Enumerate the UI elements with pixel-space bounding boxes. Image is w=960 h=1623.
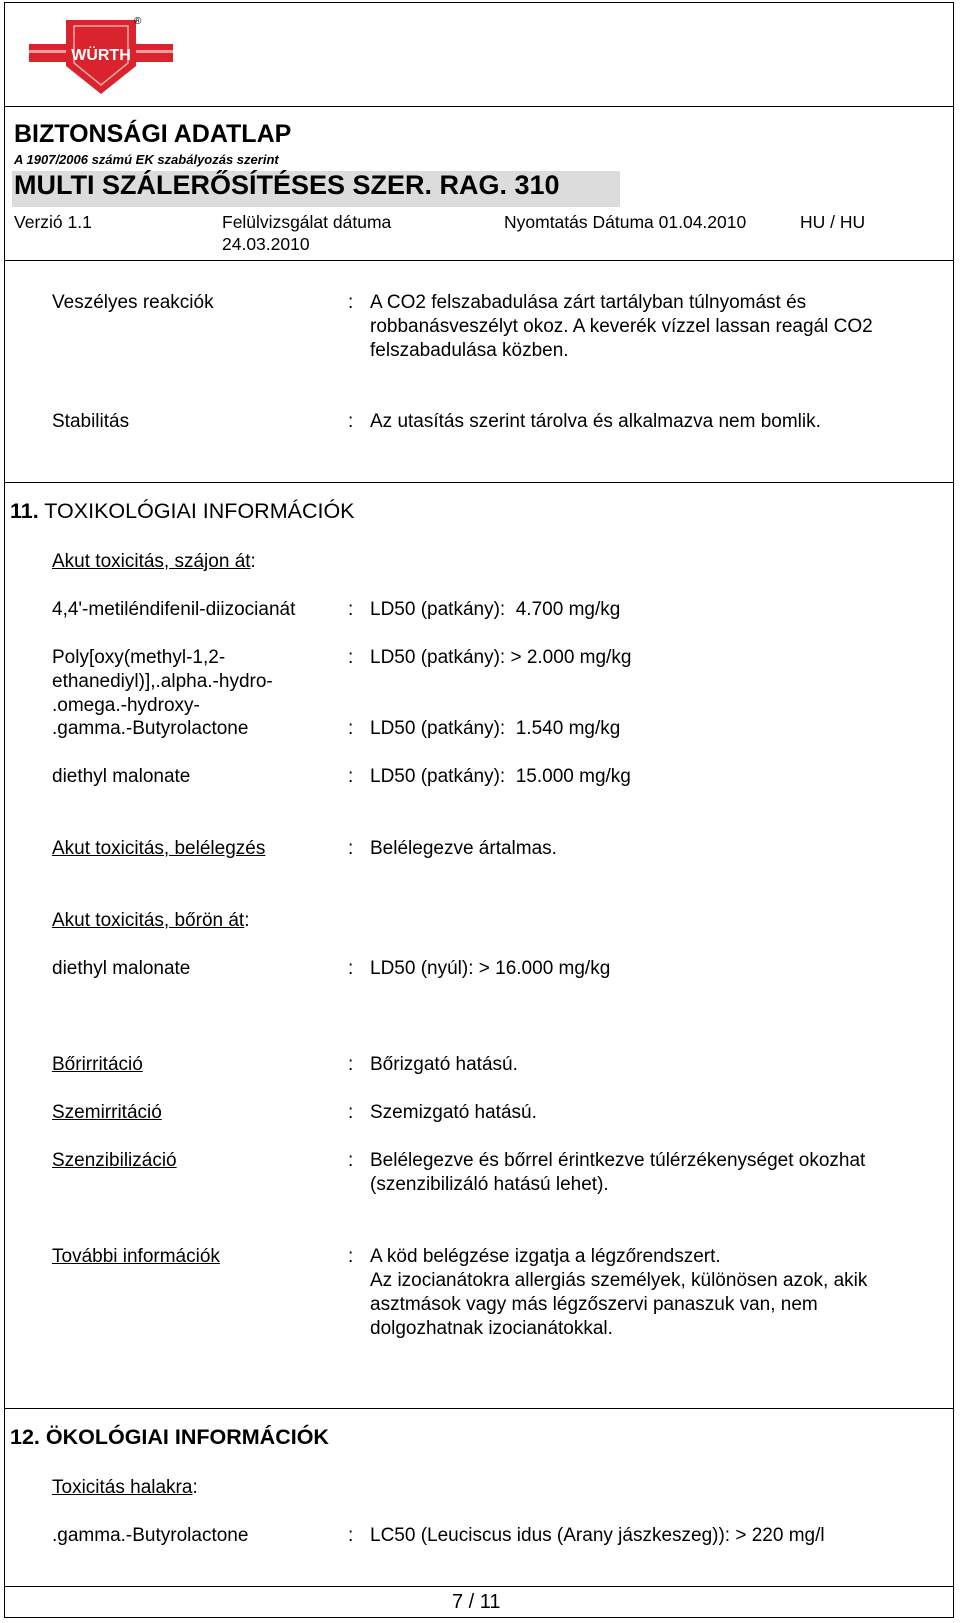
inhalation-toxicity-label: Akut toxicitás, belélegzés [52,838,266,859]
page-frame [4,2,954,1618]
sensitization-value [370,1149,865,1197]
eye-irritation-value: Szemizgató hatású. [370,1102,537,1123]
colon: : [348,647,354,668]
sensitization-label: Szenzibilizáció [52,1150,177,1171]
colon: : [348,1525,354,1546]
text-line: Az izocianátokra allergiás személyek, különösen azok, akik [370,1270,868,1291]
text-line: A köd belégzése izgatja a légzőrendszert. [370,1246,721,1267]
stability-label: Stabilitás [52,411,130,432]
text-line: robbanásveszélyt okoz. A keverék vízzel lassan reagál CO2 [370,316,873,337]
colon: : [244,910,250,931]
text-line: asztmások vagy más légzőszervi panaszuk van, nem [370,1294,818,1315]
colon: : [348,1246,354,1267]
substance-name [52,646,273,718]
revision-date: 24.03.2010 [222,234,310,254]
heading-text: Akut toxicitás, szájon át [52,551,251,572]
colon: : [250,551,256,572]
oral-toxicity-heading [52,551,256,573]
substance-name: 4,4'-metiléndifenil-diizocianát [52,599,296,620]
colon: : [348,718,354,739]
section-12-rule [4,1408,954,1409]
footer-rule [4,1586,954,1587]
document-title: BIZTONSÁGI ADATLAP [14,120,292,148]
stability-value: Az utasítás szerint tárolva és alkalmazva nem bomlik. [370,411,821,432]
wurth-logo-graphic [26,14,176,96]
toxicity-value: LD50 (patkány): > 2.000 mg/kg [370,647,632,668]
further-info-value [370,1245,867,1341]
text-line: A CO2 felszabadulása zárt tartályban túlnyomást és [370,292,807,313]
section-title: TOXIKOLÓGIAI INFORMÁCIÓK [44,499,355,523]
dermal-toxicity-value: LD50 (nyúl): > 16.000 mg/kg [370,958,611,979]
fish-toxicity-value: LC50 (Leuciscus idus (Arany jászkeszeg)): > 220 mg/l [370,1525,825,1546]
colon: : [348,411,354,432]
text-line: dolgozhatnak izocianátokkal. [370,1318,613,1339]
hazardous-reactions-label: Veszélyes reakciók [52,292,214,313]
substance-name: .gamma.-Butyrolactone [52,718,249,739]
text-line: (szenzibilizáló hatású lehet). [370,1174,609,1195]
skin-irritation-label: Bőrirritáció [52,1054,143,1075]
regulation-subtitle: A 1907/2006 számú EK szabályozás szerint [14,152,279,167]
section-number: 12. [10,1425,40,1449]
section-11-heading [10,499,355,524]
text-line: Poly[oxy(methyl-1,2- [52,647,226,668]
text-line: felszabadulása közben. [370,340,569,361]
hazardous-reactions-value [370,291,873,363]
substance-name: diethyl malonate [52,766,191,787]
eye-irritation-label: Szemirritáció [52,1102,162,1123]
section-12-heading [10,1425,329,1450]
substance-name: diethyl malonate [52,958,191,979]
text-line: ethanediyl)],.alpha.-hydro- [52,671,273,692]
section-number: 11. [10,499,39,523]
toxicity-value: LD50 (patkány): 4.700 mg/kg [370,599,621,620]
colon: : [348,838,354,859]
colon: : [192,1477,198,1498]
text-line: Belélegezve és bőrrel érintkezve túlérzékenységet okozhat [370,1150,866,1171]
colon: : [348,292,354,313]
section-title: ÖKOLÓGIAI INFORMÁCIÓK [45,1425,329,1449]
heading-text: Akut toxicitás, bőrön át [52,910,245,931]
header-rule [4,106,954,107]
text-line: .omega.-hydroxy- [52,695,200,716]
skin-irritation-value: Bőrizgató hatású. [370,1054,518,1075]
toxicity-value: LD50 (patkány): 1.540 mg/kg [370,718,621,739]
heading-text: Toxicitás halakra [52,1477,193,1498]
section-11-rule [4,482,954,483]
wurth-logo [26,14,176,96]
inhalation-toxicity-value: Belélegezve ártalmas. [370,838,557,859]
dermal-toxicity-heading [52,910,250,932]
fish-toxicity-heading [52,1477,198,1499]
logo-brand-text: WÜRTH [71,47,131,64]
header-bottom-rule [4,260,954,261]
revision-label: Felülvizsgálat dátuma [222,212,392,232]
version: Verzió 1.1 [14,212,92,232]
colon: : [348,599,354,620]
colon: : [348,1150,354,1171]
substance-name: .gamma.-Butyrolactone [52,1525,249,1546]
colon: : [348,766,354,787]
registered-mark: ® [134,16,142,27]
further-info-label: További információk [52,1246,220,1267]
toxicity-value: LD50 (patkány): 15.000 mg/kg [370,766,631,787]
page-number: 7 / 11 [452,1591,501,1613]
locale: HU / HU [800,212,866,232]
colon: : [348,1102,354,1123]
product-name: MULTI SZÁLERŐSÍTÉSES SZER. RAG. 310 [14,170,560,200]
print-date: Nyomtatás Dátuma 01.04.2010 [504,212,747,232]
colon: : [348,1054,354,1075]
colon: : [348,958,354,979]
